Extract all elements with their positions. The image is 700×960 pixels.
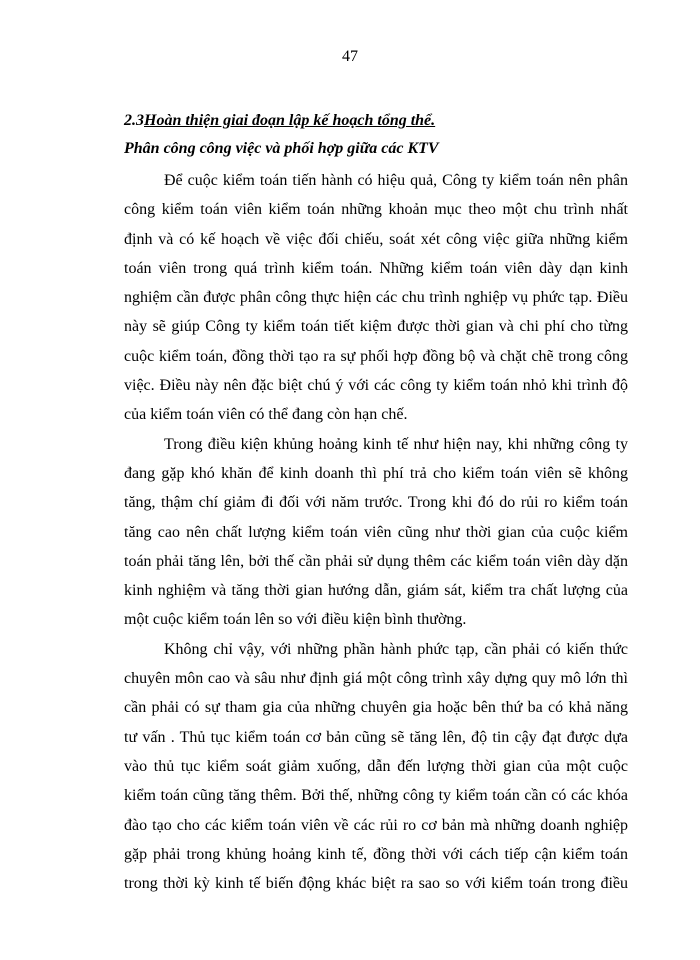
text-line: tăng, thậm chí giảm đi đối với năm trước. Trong khi đó do rủi ro kiểm toán [124,494,628,512]
text-line: tăng cao nên chất lượng kiểm toán viên cũng như thời gian của cuộc kiểm [124,523,628,541]
section-heading [124,112,435,130]
section-title: Hoàn thiện giai đoạn lập kế hoạch tổng thể. [144,112,436,129]
text-line: định và có kế hoạch về việc đối chiếu, soát xét công việc giữa những kiểm [124,230,628,248]
text-line: kinh nghiệm và tăng thời gian hướng dẫn, giám sát, kiểm tra chất lượng của [124,582,628,600]
text-line: trong thời kỳ kinh tế biến động khác biệt ra sao so với kiểm toán trong điều [124,875,628,893]
page-number: 47 [342,48,358,65]
text-line: công kiểm toán viên kiểm toán những khoản mục theo một chu trình nhất [124,201,628,219]
text-line: Không chỉ vậy, với những phần hành phức tạp, cần phải có kiến thức [164,640,628,658]
subheading: Phân công công việc và phối hợp giữa các KTV [124,140,439,157]
text-line: Để cuộc kiểm toán tiến hành có hiệu quả, Công ty kiểm toán nên phân [164,172,628,189]
text-line: việc. Điều này nên đặc biệt chú ý với các công ty kiểm toán nhỏ khi trình độ [124,377,628,395]
text-line: kiểm toán cũng tăng thêm. Bởi thế, những công ty kiểm toán cần có các khóa [124,787,628,805]
text-line: nghiệm cần được phân công thực hiện các chu trình nghiệp vụ phức tạp. Điều [124,289,628,307]
text-line: cần phải có sự tham gia của những chuyên gia hoặc bên thứ ba có khả năng [124,699,628,717]
text-line: một cuộc kiểm toán lên so với điều kiện bình thường. [124,611,467,629]
text-line: Trong điều kiện khủng hoảng kinh tế như hiện nay, khi những công ty [164,435,628,453]
text-line: đang gặp khó khăn để kinh doanh thì phí trả cho kiểm toán viên sẽ không [124,464,628,482]
text-line: này sẽ giúp Công ty kiểm toán tiết kiệm được thời gian và chi phí cho từng [124,318,628,336]
text-line: toán viên trong quá trình kiểm toán. Những kiểm toán viên dày dạn kinh [124,259,628,277]
body-text [124,166,628,898]
text-line: của kiểm toán viên có thể đang còn hạn chế. [124,406,408,424]
text-line: gặp phải trong khủng hoảng kinh tế, đồng thời với cách tiếp cận kiểm toán [124,845,628,863]
text-line: tư vấn . Thủ tục kiểm toán cơ bản cũng sẽ tăng lên, độ tin cậy đạt được dựa [124,728,628,746]
text-line: chuyên môn cao và sâu như định giá một công trình xây dựng quy mô lớn thì [124,670,628,688]
text-line: toán phải tăng lên, bởi thế cần phải sử dụng thêm các kiểm toán viên dày dặn [124,552,628,570]
text-line: đào tạo cho các kiểm toán viên về các rủi ro cơ bản mà những doanh nghiệp [124,816,628,834]
section-number: 2.3 [124,112,144,129]
text-line: vào thủ tục kiểm soát giảm xuống, dẫn đến lượng thời gian của một cuộc [124,757,628,775]
text-line: cuộc kiểm toán, đồng thời tạo ra sự phối hợp đồng bộ và chặt chẽ trong công [124,347,628,365]
